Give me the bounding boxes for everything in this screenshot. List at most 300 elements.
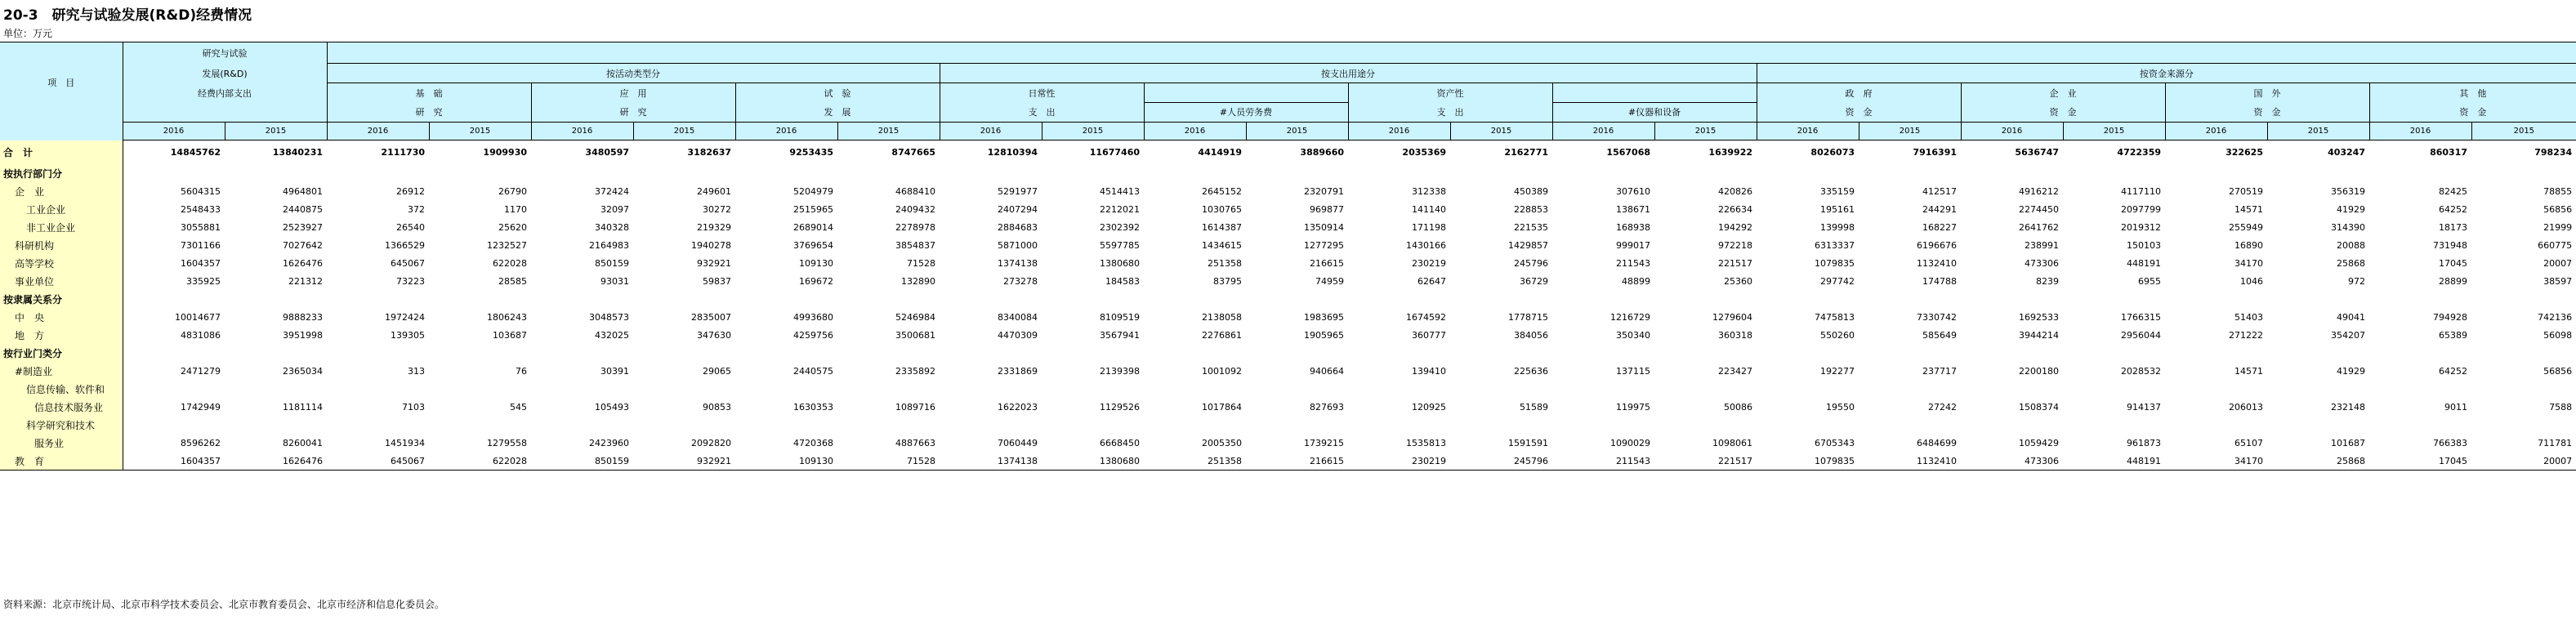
table-cell: 219329 [697, 222, 731, 233]
table-cell: 312338 [1412, 186, 1446, 197]
table-cell: 41929 [2337, 366, 2365, 377]
row-label: 教 育 [0, 453, 123, 471]
year-header: 2016 [1757, 123, 1859, 141]
table-cell: 932921 [697, 258, 731, 269]
table-cell: 5291977 [998, 186, 1038, 197]
table-cell [1654, 381, 1757, 399]
table-cell [1144, 345, 1246, 363]
table-cell: 6705343 [1815, 438, 1855, 448]
table-cell [429, 381, 531, 399]
total-header-blank [123, 103, 327, 123]
table-cell: 969877 [1310, 204, 1344, 215]
year-header: 2015 [1042, 123, 1144, 141]
table-cell: 184583 [1105, 276, 1140, 287]
table-cell [1348, 417, 1450, 435]
table-row [0, 399, 2576, 417]
table-cell: 171198 [1412, 222, 1446, 233]
table-cell [2165, 165, 2267, 183]
table-cell: 7060449 [998, 438, 1038, 448]
table-cell [327, 381, 429, 399]
table-cell [1450, 381, 1552, 399]
table-cell: 17045 [2439, 258, 2467, 269]
table-cell [1552, 381, 1654, 399]
table-cell: 2278978 [895, 222, 935, 233]
table-cell: 1766315 [2121, 312, 2161, 323]
subheader-equipment-cell [1552, 83, 1757, 123]
table-cell: 827693 [1310, 402, 1344, 413]
table-cell: 2645152 [1202, 186, 1242, 197]
table-cell: 1374138 [940, 453, 1042, 471]
table-cell: 1591591 [1508, 438, 1548, 448]
table-cell [940, 345, 1042, 363]
table-cell: 545 [510, 402, 527, 413]
table-cell [2165, 381, 2267, 399]
table-cell: 3500681 [895, 330, 935, 341]
table-cell: 64252 [2439, 204, 2467, 215]
table-cell [1042, 165, 1144, 183]
table-cell: 192277 [1820, 366, 1855, 377]
year-header: 2015 [2063, 123, 2165, 141]
table-cell: 14571 [2234, 366, 2263, 377]
header-spacer [327, 42, 2576, 64]
table-cell: 1742949 [181, 402, 221, 413]
table-cell: 1604357 [181, 258, 221, 269]
table-cell: 432025 [595, 330, 629, 341]
table-cell: 307610 [1616, 186, 1650, 197]
subheader-experimental-line1: 试 验 [735, 83, 940, 103]
table-cell [735, 165, 837, 183]
table-cell: 4688410 [895, 186, 935, 197]
table-cell [1450, 417, 1552, 435]
table-cell: 1017864 [1202, 402, 1242, 413]
table-cell: 132890 [901, 276, 935, 287]
table-cell: 2276861 [1202, 330, 1242, 341]
table-cell: 2335892 [895, 366, 935, 377]
table-cell [1961, 291, 2063, 309]
table-cell: 5604315 [181, 186, 221, 197]
subheader-foreign-line2: 资 金 [2165, 103, 2369, 123]
subheader-foreign-line1: 国 外 [2165, 83, 2369, 103]
table-cell [1757, 345, 1859, 363]
year-header: 2016 [2369, 123, 2471, 141]
table-cell: 3854837 [895, 240, 935, 251]
table-cell: 6313337 [1815, 240, 1855, 251]
table-cell [1654, 417, 1757, 435]
table-cell [123, 381, 225, 399]
table-cell [735, 417, 837, 435]
table-cell: 711781 [2538, 438, 2573, 448]
table-cell: 28585 [498, 276, 527, 287]
table-cell [1450, 345, 1552, 363]
table-cell: 90853 [703, 402, 731, 413]
table-cell: 6668450 [1100, 438, 1140, 448]
table-cell [633, 345, 735, 363]
table-cell [837, 165, 940, 183]
table-cell [1042, 381, 1144, 399]
table-cell: 139410 [1412, 366, 1446, 377]
row-label: 合 计 [0, 141, 123, 165]
table-cell: 4414919 [1198, 147, 1242, 158]
subheader-other-line2: 资 金 [2369, 103, 2576, 123]
table-cell [123, 417, 225, 435]
table-cell: 237717 [1922, 366, 1957, 377]
total-header-line1: 研究与试验 [123, 42, 327, 64]
table-cell: 228853 [1514, 204, 1548, 215]
year-header: 2015 [2267, 123, 2369, 141]
unit-label: 单位：万元 [3, 28, 53, 39]
table-cell: 270519 [2229, 186, 2263, 197]
table-cell: 1170 [504, 204, 527, 215]
table-cell: 1434615 [1202, 240, 1242, 251]
table-cell: 1001092 [1202, 366, 1242, 377]
table-cell [1859, 345, 1961, 363]
source-note: 资料来源：北京市统计局、北京市科学技术委员会、北京市教育委员会、北京市经济和信息化委员会。 [3, 599, 445, 610]
table-cell: 226634 [1718, 204, 1752, 215]
table-cell: 109130 [799, 258, 833, 269]
table-cell [327, 417, 429, 435]
table-cell: 8260041 [283, 438, 323, 448]
table-cell: 9253435 [789, 147, 833, 158]
table-cell: 73223 [396, 276, 425, 287]
table-cell: 1567068 [1606, 147, 1650, 158]
group-header-funding: 按资金来源分 [1757, 64, 2576, 83]
table-cell: 65107 [2234, 438, 2263, 448]
table-cell: 2162771 [1504, 147, 1548, 158]
table-cell: 230219 [1412, 258, 1446, 269]
table-cell: 2200180 [2019, 366, 2059, 377]
table-cell: 4514413 [1100, 186, 1140, 197]
year-header: 2015 [1859, 123, 1961, 141]
table-cell [2165, 345, 2267, 363]
table-cell: 168938 [1616, 222, 1650, 233]
table-cell [1552, 345, 1654, 363]
table-cell: 1129526 [1100, 402, 1140, 413]
table-cell: 2440575 [793, 366, 833, 377]
table-cell: 2035369 [1402, 147, 1446, 158]
table-cell: 1232527 [487, 240, 527, 251]
table-cell: 999017 [1616, 240, 1650, 251]
table-cell: 244291 [1922, 204, 1957, 215]
table-cell [1961, 381, 2063, 399]
subheader-applied-line1: 应 用 [531, 83, 735, 103]
table-cell: 7330742 [1917, 312, 1957, 323]
table-cell: 347630 [697, 330, 731, 341]
year-header: 2015 [225, 123, 327, 141]
table-cell [123, 165, 225, 183]
table-cell: 2111730 [381, 147, 425, 158]
table-cell: 550260 [1820, 330, 1855, 341]
table-cell: 932921 [633, 453, 735, 471]
table-cell: 940664 [1310, 366, 1344, 377]
table-cell: 1046 [2240, 276, 2263, 287]
table-cell [633, 165, 735, 183]
section-row [0, 165, 2576, 183]
table-cell: 1132410 [1859, 453, 1961, 471]
table-cell: 1132410 [1917, 258, 1957, 269]
table-cell [2369, 165, 2471, 183]
table-cell: 2884683 [998, 222, 1038, 233]
table-cell: 49041 [2337, 312, 2365, 323]
table-cell: 5204979 [793, 186, 833, 197]
table-cell: 1508374 [2019, 402, 2059, 413]
table-cell [2063, 381, 2165, 399]
table-cell [2471, 165, 2576, 183]
table-cell: 7027642 [283, 240, 323, 251]
table-cell: 3889660 [1300, 147, 1344, 158]
table-cell: 14571 [2234, 204, 2263, 215]
table-cell: 56856 [2543, 366, 2573, 377]
row-label: 科学研究和技术 [0, 417, 123, 435]
subheader-basic-line2: 研 究 [327, 103, 531, 123]
table-cell: 221535 [1514, 222, 1548, 233]
table-cell: 6484699 [1917, 438, 1957, 448]
table-title: 20-3 研究与试验发展(R&D)经费情况 [3, 7, 252, 24]
table-cell: 255949 [2229, 222, 2263, 233]
year-header: 2016 [735, 123, 837, 141]
table-cell: 1972424 [385, 312, 425, 323]
table-cell: 7588 [2549, 402, 2573, 413]
table-cell: 2097799 [2121, 204, 2161, 215]
table-cell [633, 381, 735, 399]
table-cell: 5871000 [998, 240, 1038, 251]
table-cell: 9888233 [283, 312, 323, 323]
table-cell: 26540 [396, 222, 425, 233]
table-cell: 34170 [2234, 258, 2263, 269]
table-cell [837, 345, 940, 363]
table-cell [327, 345, 429, 363]
table-cell: 232148 [2331, 402, 2365, 413]
table-cell: 1535813 [1406, 438, 1446, 448]
table-cell [123, 291, 225, 309]
table-cell [225, 291, 327, 309]
table-row [0, 381, 2576, 399]
table-cell [1042, 345, 1144, 363]
year-header: 2016 [123, 123, 225, 141]
table-row [0, 363, 2576, 381]
table-cell: 1430166 [1406, 240, 1446, 251]
row-label: 高等学校 [0, 255, 123, 273]
table-row [0, 417, 2576, 435]
table-cell: 2523927 [283, 222, 323, 233]
table-cell: 30272 [703, 204, 731, 215]
table-cell: 2138058 [1202, 312, 1242, 323]
table-cell [1961, 417, 2063, 435]
table-cell: 30391 [600, 366, 629, 377]
table-cell: 2689014 [793, 222, 833, 233]
year-header: 2016 [327, 123, 429, 141]
table-cell [1348, 345, 1450, 363]
table-cell: 297742 [1820, 276, 1855, 287]
table-cell: 109130 [735, 453, 837, 471]
table-cell: 6955 [2138, 276, 2161, 287]
table-cell: 65389 [2439, 330, 2467, 341]
table-cell: 2407294 [998, 204, 1038, 215]
year-header: 2016 [1348, 123, 1450, 141]
table-row [0, 309, 2576, 327]
subheader-daily-line1: 日常性 [940, 83, 1144, 103]
year-header: 2016 [1144, 123, 1246, 141]
table-cell: 420826 [1718, 186, 1752, 197]
table-cell: 249601 [697, 186, 731, 197]
table-cell: 20007 [2471, 453, 2576, 471]
table-cell: 82425 [2439, 186, 2467, 197]
subheader-other-line1: 其 他 [2369, 83, 2576, 103]
table-cell [2267, 165, 2369, 183]
table-cell: 8340084 [998, 312, 1038, 323]
table-cell: 251358 [1208, 258, 1242, 269]
table-cell: 139305 [391, 330, 425, 341]
table-cell: 120925 [1412, 402, 1446, 413]
table-cell: 7475813 [1815, 312, 1855, 323]
table-cell: 350340 [1616, 330, 1650, 341]
table-row [0, 201, 2576, 219]
row-label: 科研机构 [0, 237, 123, 255]
table-cell [1654, 165, 1757, 183]
total-row [0, 141, 2576, 165]
table-cell: 742136 [2538, 312, 2573, 323]
table-cell: 972 [2348, 276, 2365, 287]
table-cell [123, 345, 225, 363]
table-cell: 238991 [2025, 240, 2059, 251]
table-cell: 1279558 [487, 438, 527, 448]
table-cell: 1181114 [283, 402, 323, 413]
table-cell [1144, 381, 1246, 399]
table-cell [2165, 417, 2267, 435]
table-cell [2063, 417, 2165, 435]
subheader-applied-line2: 研 究 [531, 103, 735, 123]
table-cell: 1090029 [1610, 438, 1650, 448]
table-cell [837, 381, 940, 399]
table-cell [1654, 345, 1757, 363]
table-cell: 448191 [2063, 453, 2165, 471]
table-cell: 11677460 [1089, 147, 1140, 158]
table-cell [940, 381, 1042, 399]
table-cell [1144, 165, 1246, 183]
table-cell [2471, 345, 2576, 363]
table-cell: 314390 [2331, 222, 2365, 233]
table-cell: 2019312 [2121, 222, 2161, 233]
table-cell [2369, 291, 2471, 309]
table-cell: 4831086 [181, 330, 221, 341]
table-cell [1450, 165, 1552, 183]
table-cell: 216615 [1246, 453, 1348, 471]
table-cell: 221312 [288, 276, 323, 287]
table-cell [735, 291, 837, 309]
table-cell: 660775 [2538, 240, 2573, 251]
table-cell: 221517 [1654, 453, 1757, 471]
table-cell [1144, 291, 1246, 309]
table-cell [531, 381, 633, 399]
table-cell: 18173 [2439, 222, 2467, 233]
table-cell: 794928 [2433, 312, 2467, 323]
table-cell: 211543 [1616, 258, 1650, 269]
subheader-asset-line1: 资产性 [1348, 83, 1552, 103]
table-cell: 1614387 [1202, 222, 1242, 233]
group-header-usage: 按支出用途分 [940, 64, 1757, 83]
table-cell: 273278 [1003, 276, 1038, 287]
table-cell [2471, 381, 2576, 399]
table-cell: 21999 [2543, 222, 2573, 233]
table-cell: 1216729 [1610, 312, 1650, 323]
table-cell [1757, 165, 1859, 183]
table-cell: 372424 [595, 186, 629, 197]
table-cell: 1380680 [1100, 258, 1140, 269]
table-cell: 3567941 [1100, 330, 1140, 341]
table-cell: 34170 [2165, 453, 2267, 471]
table-cell: 372 [408, 204, 425, 215]
table-cell: 221517 [1718, 258, 1752, 269]
table-row [0, 255, 2576, 273]
table-cell: 448191 [2127, 258, 2161, 269]
table-cell [1552, 417, 1654, 435]
table-cell [531, 291, 633, 309]
table-cell [1654, 291, 1757, 309]
table-cell: 20007 [2543, 258, 2573, 269]
table-cell [1859, 381, 1961, 399]
table-cell: 9011 [2444, 402, 2467, 413]
table-cell: 2956044 [2121, 330, 2161, 341]
table-cell: 5246984 [895, 312, 935, 323]
table-cell [2369, 381, 2471, 399]
table-cell: 25360 [1724, 276, 1752, 287]
year-header: 2016 [1552, 123, 1654, 141]
table-cell: 194292 [1718, 222, 1752, 233]
table-cell: 1692533 [2019, 312, 2059, 323]
table-cell [1348, 291, 1450, 309]
table-cell: 74959 [1315, 276, 1344, 287]
table-cell: 473306 [1961, 453, 2063, 471]
table-cell [2267, 417, 2369, 435]
table-cell [940, 417, 1042, 435]
table-cell: 101687 [2331, 438, 2365, 448]
table-cell: 14845762 [170, 147, 221, 158]
table-cell: 26790 [498, 186, 527, 197]
table-cell: 1098061 [1712, 438, 1752, 448]
table-cell: 1380680 [1042, 453, 1144, 471]
row-label: 按执行部门分 [0, 165, 123, 183]
table-cell: 3048573 [589, 312, 629, 323]
table-cell: 5636747 [2015, 147, 2059, 158]
table-cell: 168227 [1922, 222, 1957, 233]
table-cell [1348, 381, 1450, 399]
table-cell: 1778715 [1508, 312, 1548, 323]
table-cell [1246, 381, 1348, 399]
table-cell: 3769654 [793, 240, 833, 251]
table-cell: 1429857 [1508, 240, 1548, 251]
table-cell [837, 291, 940, 309]
table-cell: 1279604 [1712, 312, 1752, 323]
table-cell: 105493 [595, 402, 629, 413]
table-cell: 20088 [2337, 240, 2365, 251]
row-label: 信息传输、软件和 [0, 381, 123, 399]
item-column-header: 项 目 [0, 42, 123, 123]
table-cell: 6196676 [1917, 240, 1957, 251]
table-cell: 2212021 [1100, 204, 1140, 215]
table-cell: 1905965 [1304, 330, 1344, 341]
table-cell: 2092820 [691, 438, 731, 448]
table-cell: 766383 [2433, 438, 2467, 448]
table-row [0, 237, 2576, 255]
table-cell [225, 381, 327, 399]
table-cell [225, 417, 327, 435]
table-cell [1042, 291, 1144, 309]
subheader-basic-line1: 基 础 [327, 83, 531, 103]
table-cell [1859, 165, 1961, 183]
table-cell: 4964801 [283, 186, 323, 197]
table-cell [1961, 165, 2063, 183]
table-cell: 245796 [1450, 453, 1552, 471]
table-cell: 59837 [703, 276, 731, 287]
